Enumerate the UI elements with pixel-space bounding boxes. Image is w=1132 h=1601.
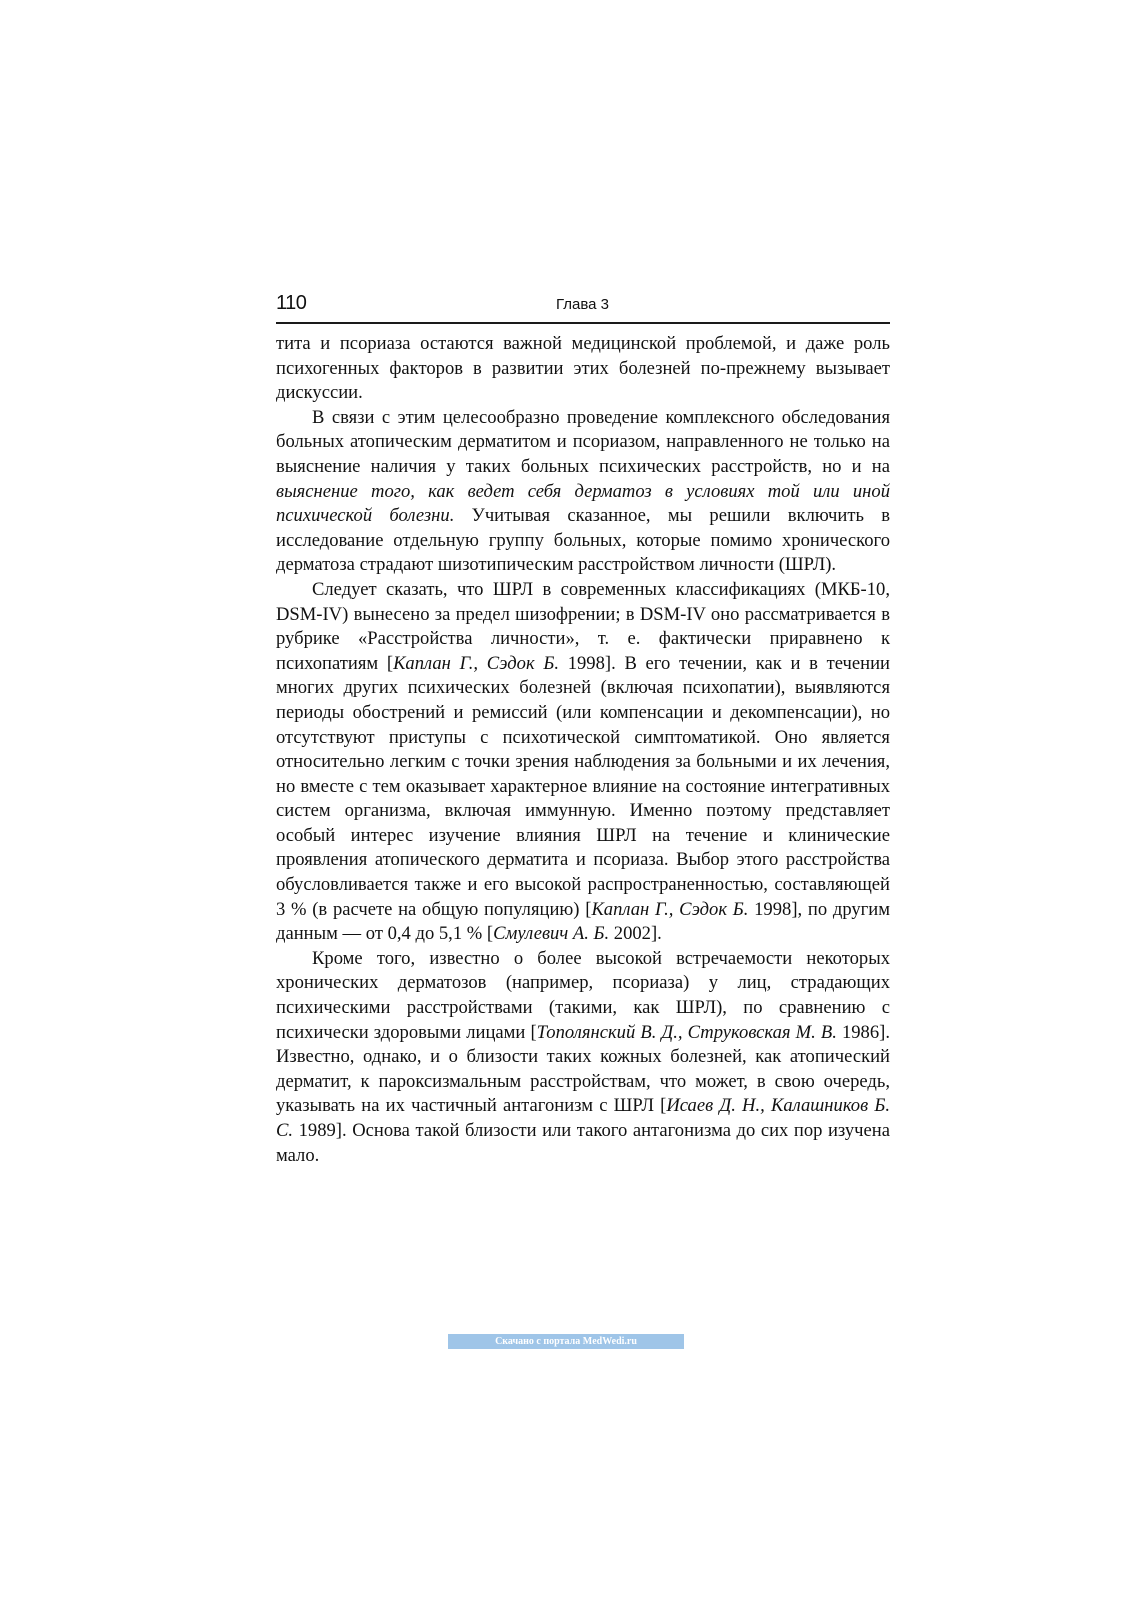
text-run: 1986]. Известно, однако, и о близости таких кожных болезней, как атопический дерматит, к пароксизмальным расстройствам, что может, в свою очередь, указывать на их частичный антагонизм с ШРЛ [ <box>276 1021 890 1117</box>
paragraph-2 <box>276 406 890 578</box>
text-run: 1998]. В его течении, как и в течении многих других психических болезней (включая психопатии), выявляются периоды обострений и ремиссий (или компенсации и декомпенсации), но отсутствуют приступы с психотической симптоматикой. Оно является относительно легким с точки зрения наблюдения за больными и их лечения, но вместе с тем оказывает характерное влияние на состояние интегративных систем организма, включая иммунную. Именно поэтому представляет особый интерес изучение влияния ШРЛ на течение и клинические проявления атопического дерматита и псориаза. Выбор этого расстройства обусловливается также и его высокой распространенностью, составляющей 3 % (в расчете на общую популяцию) [ <box>276 652 890 920</box>
paragraph-4 <box>276 947 890 1168</box>
text-run: 2002]. <box>609 923 662 945</box>
text-run: Кроме того, известно о более высокой встречаемости некоторых хронических дерматозов (например, псориаза) у лиц, страдающих психическими расстройствами (такими, как ШРЛ), по сравнению с психически здоровыми лицами [ <box>276 947 890 1043</box>
citation-author: Исаев Д. Н., Калашников Б. С. <box>276 1095 890 1141</box>
book-page <box>276 288 890 1168</box>
citation-author: Каплан Г., Сэдок Б. <box>591 898 749 920</box>
text-run: 1989]. Основа такой близости или такого антагонизма до сих пор изучена мало. <box>276 1120 890 1166</box>
body-text <box>276 324 890 1168</box>
citation-author: Тополянский В. Д., Струковская М. В. <box>536 1021 837 1043</box>
citation-author: Каплан Г., Сэдок Б. <box>393 652 559 674</box>
download-watermark: Скачано с портала MedWedi.ru <box>448 1334 684 1349</box>
text-run: Следует сказать, что ШРЛ в современных классификациях (МКБ-10, DSM-IV) вынесено за предел шизофрении; в DSM-IV оно рассматривается в рубрике «Расстройства личности», т. е. фактически приравнено к психопатиям [ <box>276 578 890 674</box>
text-run: 1998], по другим данным — от 0,4 до 5,1 % [ <box>276 898 891 945</box>
paragraph-3 <box>276 578 890 947</box>
emphasis-text: выяснение того, как ведет себя дерматоз в условиях той или иной психической болезни. <box>276 480 890 527</box>
paragraph-1: тита и псориаза остаются важной медицинской проблемой, и даже роль психогенных факторов в развитии этих болезней по-прежнему вызывает дискуссии. <box>276 333 890 404</box>
text-run: Учитывая сказанное, мы решили включить в исследование отдельную группу больных, которые помимо хронического дерматоза страдают шизотипическим расстройством личности (ШРЛ). <box>276 505 891 576</box>
page-number: 110 <box>276 292 307 314</box>
running-head <box>276 288 890 324</box>
text-run: В связи с этим целесообразно проведение комплексного обследования больных атопическим дерматитом и псориазом, направленного не только на выяснение наличия у таких больных психических расстройств, но и на <box>276 406 890 477</box>
chapter-title: Глава 3 <box>556 296 610 313</box>
citation-author: Смулевич А. Б. <box>493 923 610 945</box>
